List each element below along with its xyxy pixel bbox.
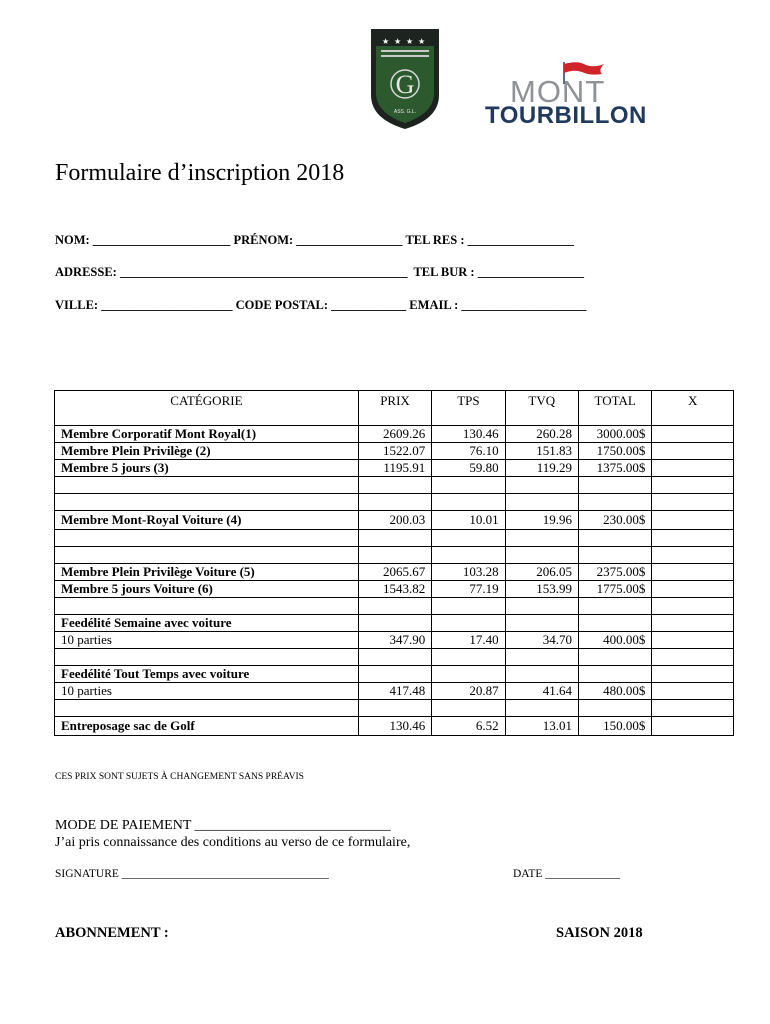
crest-letter: G — [395, 70, 415, 99]
cell-tvq: 34.70 — [505, 632, 578, 649]
abonnement-label: ABONNEMENT : — [55, 925, 169, 941]
cell-select[interactable] — [652, 632, 734, 649]
field-line-city[interactable]: VILLE: _____________________ CODE POSTAL: ____________ EMAIL : ____________________ — [55, 298, 587, 312]
cell-tps: 20.87 — [432, 683, 505, 700]
cell-tps: 130.46 — [432, 426, 505, 443]
cell-category: Membre Mont-Royal Voiture (4) — [55, 511, 359, 530]
cell-tvq: 119.29 — [505, 460, 578, 477]
cell-tps: 76.10 — [432, 443, 505, 460]
cell-select[interactable] — [652, 460, 734, 477]
cell-select[interactable] — [652, 581, 734, 598]
cell-tps: 10.01 — [432, 511, 505, 530]
cell-tps: 17.40 — [432, 632, 505, 649]
cell-tvq: 151.83 — [505, 443, 578, 460]
header-tps: TPS — [432, 391, 505, 426]
field-line-address[interactable]: ADRESSE: ______________________________________________ TEL BUR : _________________ — [55, 265, 584, 279]
table-header-row — [55, 391, 734, 426]
svg-text:★: ★ — [418, 37, 426, 46]
cell-select[interactable] — [652, 683, 734, 700]
cell-prix: 1195.91 — [358, 460, 431, 477]
header-prix: PRIX — [358, 391, 431, 426]
cell-category: Feedélité Semaine avec voiture — [55, 615, 359, 632]
cell-tps: 103.28 — [432, 564, 505, 581]
cell-total: 2375.00$ — [578, 564, 651, 581]
cell-select[interactable] — [652, 564, 734, 581]
payment-mode-field[interactable]: MODE DE PAIEMENT ____________________________ — [55, 818, 391, 833]
form-title: Formulaire d’inscription 2018 — [55, 160, 345, 186]
cell-tvq: 41.64 — [505, 683, 578, 700]
field-line-name[interactable]: NOM: ______________________ PRÉNOM: _________________ TEL RES : _________________ — [55, 233, 574, 247]
table-row — [55, 511, 734, 530]
cell-tvq: 13.01 — [505, 717, 578, 736]
cell-empty — [358, 615, 431, 632]
cell-select[interactable] — [652, 426, 734, 443]
cell-category: Membre Plein Privilège Voiture (5) — [55, 564, 359, 581]
cell-total: 1775.00$ — [578, 581, 651, 598]
pricing-table — [54, 390, 734, 736]
blank-row — [55, 649, 734, 666]
table-row — [55, 443, 734, 460]
table-row — [55, 683, 734, 700]
cell-prix: 347.90 — [358, 632, 431, 649]
cell-prix: 2609.26 — [358, 426, 431, 443]
cell-select[interactable] — [652, 511, 734, 530]
cell-empty — [505, 666, 578, 683]
signature-field[interactable]: SIGNATURE ____________________________________ — [55, 868, 329, 880]
cell-tvq: 260.28 — [505, 426, 578, 443]
table-row — [55, 581, 734, 598]
cell-empty — [505, 615, 578, 632]
cell-tps: 59.80 — [432, 460, 505, 477]
svg-text:★: ★ — [406, 37, 414, 46]
table-row — [55, 460, 734, 477]
header-tvq: TVQ — [505, 391, 578, 426]
header-x: X — [652, 391, 734, 426]
cell-empty — [358, 666, 431, 683]
cell-select[interactable] — [652, 615, 734, 632]
cell-select[interactable] — [652, 666, 734, 683]
cell-category: Membre 5 jours (3) — [55, 460, 359, 477]
blank-row — [55, 530, 734, 547]
cell-tvq: 153.99 — [505, 581, 578, 598]
cell-category: Entreposage sac de Golf — [55, 717, 359, 736]
cell-prix: 1543.82 — [358, 581, 431, 598]
association-crest-logo — [369, 27, 441, 131]
table-row — [55, 717, 734, 736]
header-categorie: CATÉGORIE — [55, 391, 359, 426]
cell-total: 230.00$ — [578, 511, 651, 530]
cell-select[interactable] — [652, 443, 734, 460]
cell-tps: 77.19 — [432, 581, 505, 598]
cell-empty — [432, 666, 505, 683]
cell-prix: 200.03 — [358, 511, 431, 530]
blank-row — [55, 598, 734, 615]
cell-tps: 6.52 — [432, 717, 505, 736]
table-row — [55, 632, 734, 649]
crest-text: ASS. G.L. — [393, 109, 417, 115]
cell-total: 1375.00$ — [578, 460, 651, 477]
table-row — [55, 426, 734, 443]
logo-mont: MONT — [510, 74, 606, 109]
cell-category: Membre 5 jours Voiture (6) — [55, 581, 359, 598]
cell-tvq: 19.96 — [505, 511, 578, 530]
saison-label: SAISON 2018 — [556, 925, 643, 941]
cell-category: Feedélité Tout Temps avec voiture — [55, 666, 359, 683]
table-row — [55, 666, 734, 683]
cell-total: 3000.00$ — [578, 426, 651, 443]
blank-row — [55, 547, 734, 564]
cell-prix: 1522.07 — [358, 443, 431, 460]
cell-total: 150.00$ — [578, 717, 651, 736]
cell-prix: 417.48 — [358, 683, 431, 700]
blank-row — [55, 700, 734, 717]
blank-row — [55, 494, 734, 511]
cell-total: 480.00$ — [578, 683, 651, 700]
table-row — [55, 564, 734, 581]
svg-text:★: ★ — [394, 37, 402, 46]
header-total: TOTAL — [578, 391, 651, 426]
cell-category: Membre Plein Privilège (2) — [55, 443, 359, 460]
cell-prix: 130.46 — [358, 717, 431, 736]
cell-empty — [578, 615, 651, 632]
svg-text:★: ★ — [382, 37, 390, 46]
cell-category: 10 parties — [55, 683, 359, 700]
cell-category: Membre Corporatif Mont Royal(1) — [55, 426, 359, 443]
price-change-note: CES PRIX SONT SUJETS À CHANGEMENT SANS PRÉAVIS — [55, 772, 304, 782]
cell-empty — [578, 666, 651, 683]
cell-total: 1750.00$ — [578, 443, 651, 460]
cell-tvq: 206.05 — [505, 564, 578, 581]
logo-tourbillon: TOURBILLON — [485, 102, 647, 129]
cell-total: 400.00$ — [578, 632, 651, 649]
blank-row — [55, 477, 734, 494]
cell-prix: 2065.67 — [358, 564, 431, 581]
date-field[interactable]: DATE _____________ — [513, 868, 621, 880]
cell-empty — [432, 615, 505, 632]
conditions-statement: J’ai pris connaissance des conditions au verso de ce formulaire, — [55, 835, 411, 850]
table-row — [55, 615, 734, 632]
cell-category: 10 parties — [55, 632, 359, 649]
cell-select[interactable] — [652, 717, 734, 736]
